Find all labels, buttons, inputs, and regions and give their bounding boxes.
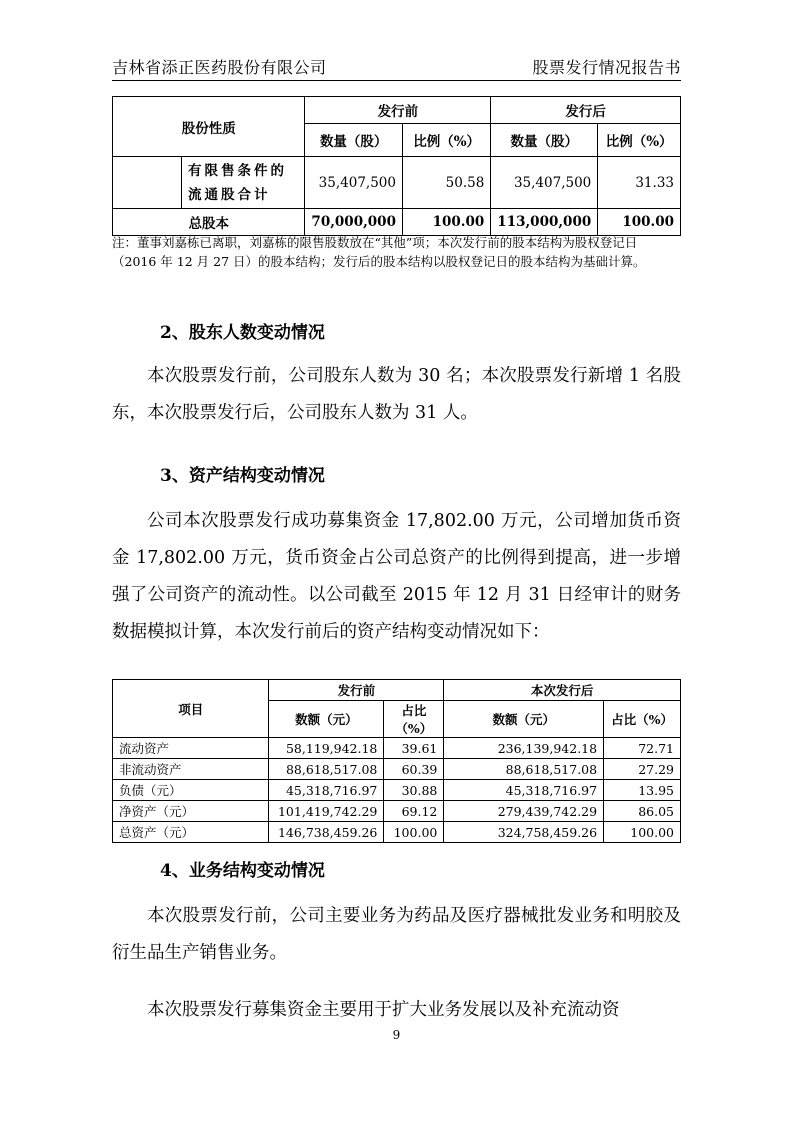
table-row (113, 780, 681, 801)
share-structure-table (112, 96, 681, 236)
table-note: 注：董事刘嘉栋已离职，刘嘉栋的限售股数放在“其他”项；本次发行前的股本结构为股权登记日（2016 年 12 月 27 日）的股本结构；发行后的股本结构以股权登记日的股本结构为基础计算。 (112, 235, 646, 269)
header-company: 吉林省添正医药股份有限公司 (112, 58, 327, 77)
col-after: 本次发行后 (444, 680, 681, 701)
cell-after-pct: 100.00 (604, 822, 681, 843)
cell-before-pct: 30.88 (384, 780, 444, 801)
cell-before-pct: 100.00 (384, 822, 444, 843)
cell-before-pct: 39.61 (384, 738, 444, 759)
col-after: 发行后 (491, 97, 681, 124)
col-after-amt: 数额（元） (444, 701, 604, 738)
cell-before-qty: 70,000,000 (305, 209, 403, 236)
col-before-amt: 数额（元） (269, 701, 384, 738)
row-label: 总股本 (113, 209, 305, 236)
cell-after-pct: 100.00 (598, 209, 681, 236)
col-before-pct: 占比（%） (384, 701, 444, 738)
col-before: 发行前 (269, 680, 444, 701)
cell-before-amt: 88,618,517.08 (269, 759, 384, 780)
table-row-total (113, 209, 681, 236)
cell-after-pct: 31.33 (598, 157, 681, 209)
cell-item: 流动资产 (113, 738, 269, 759)
header-rule (112, 80, 681, 81)
section-heading: 4、业务结构变动情况 (160, 861, 325, 881)
col-before-pct: 比例（%） (402, 124, 490, 157)
col-after-pct: 比例（%） (598, 124, 681, 157)
cell-before-pct: 60.39 (384, 759, 444, 780)
paragraph: 本次股票发行前，公司股东人数为 30 名；本次股票发行新增 1 名股东，本次股票发行后，公司股东人数为 31 人。 (112, 366, 681, 423)
table-row (113, 759, 681, 780)
cell-before-amt: 58,119,942.18 (269, 738, 384, 759)
cell-after-pct: 72.71 (604, 738, 681, 759)
row-label: 有限售条件的流通股合计 (182, 157, 305, 209)
cell-before-pct: 69.12 (384, 801, 444, 822)
cell-item: 总资产（元） (113, 822, 269, 843)
cell-after-amt: 236,139,942.18 (444, 738, 604, 759)
col-share-nature: 股份性质 (113, 97, 305, 157)
table-row (113, 738, 681, 759)
cell-after-pct: 27.29 (604, 759, 681, 780)
cell-before-amt: 101,419,742.29 (269, 801, 384, 822)
cell-after-amt: 88,618,517.08 (444, 759, 604, 780)
page-number: 9 (392, 1028, 401, 1042)
col-item: 项目 (113, 680, 269, 738)
paragraph: 本次股票发行前，公司主要业务为药品及医疗器械批发业务和明胶及衍生品生产销售业务。 (112, 906, 681, 963)
cell-after-amt: 279,439,742.29 (444, 801, 604, 822)
cell-before-qty: 35,407,500 (305, 157, 403, 209)
cell-after-amt: 45,318,716.97 (444, 780, 604, 801)
paragraph: 本次股票发行募集资金主要用于扩大业务发展以及补充流动资 (147, 1000, 620, 1020)
table-row (113, 801, 681, 822)
cell-after-pct: 13.95 (604, 780, 681, 801)
header-doc-title: 股票发行情况报告书 (532, 58, 681, 77)
cell-after-amt: 324,758,459.26 (444, 822, 604, 843)
cell-after-pct: 86.05 (604, 801, 681, 822)
cell-item: 非流动资产 (113, 759, 269, 780)
cell-before-pct: 50.58 (402, 157, 490, 209)
section-heading: 3、资产结构变动情况 (160, 466, 325, 486)
cell-before-pct: 100.00 (402, 209, 490, 236)
col-after-qty: 数量（股） (491, 124, 598, 157)
cell-before-amt: 146,738,459.26 (269, 822, 384, 843)
section-heading: 2、股东人数变动情况 (160, 323, 325, 343)
asset-structure-table (112, 679, 681, 843)
cell-item: 净资产（元） (113, 801, 269, 822)
table-row (113, 822, 681, 843)
table-row (113, 157, 681, 209)
cell-item: 负债（元） (113, 780, 269, 801)
col-before: 发行前 (305, 97, 491, 124)
col-after-pct: 占比（%） (604, 701, 681, 738)
cell-before-amt: 45,318,716.97 (269, 780, 384, 801)
cell-after-qty: 35,407,500 (491, 157, 598, 209)
paragraph: 公司本次股票发行成功募集资金 17,802.00 万元，公司增加货币资金 17,802.00 万元，货币资金占公司总资产的比例得到提高，进一步增强了公司资产的流动性。以公司截至 2015 年 12 月 31 日经审计的财务数据模拟计算，本次发行前后的资产结构变动情况如下： (112, 511, 681, 642)
col-before-qty: 数量（股） (305, 124, 403, 157)
cell-after-qty: 113,000,000 (491, 209, 598, 236)
